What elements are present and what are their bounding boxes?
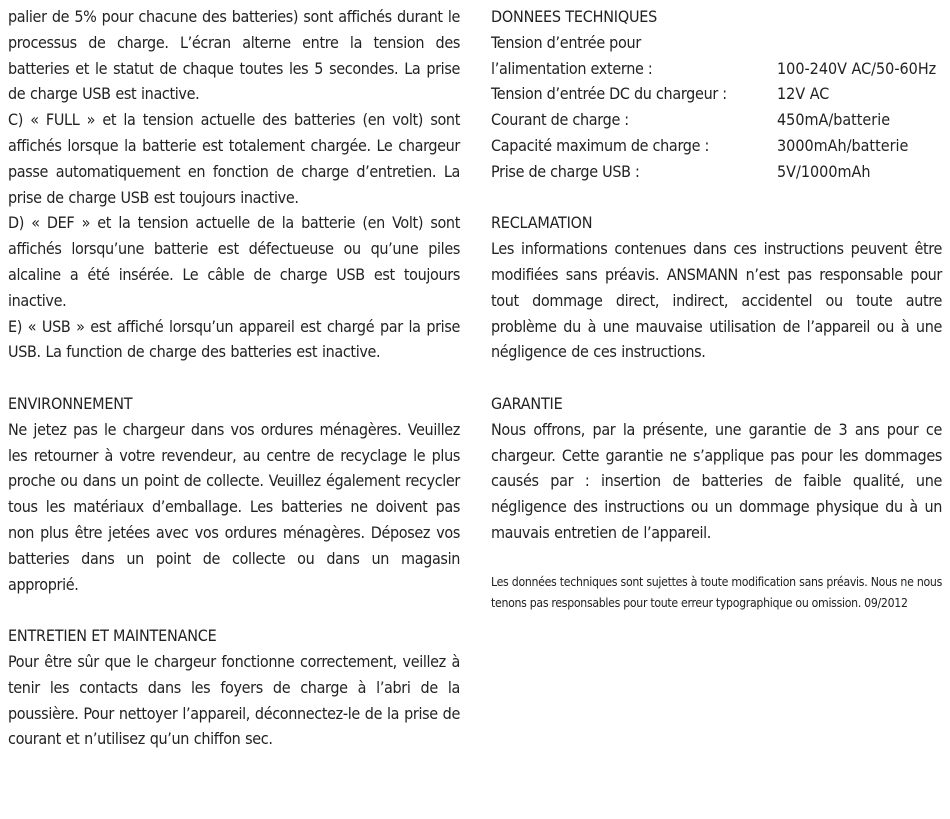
maintenance-text: Pour être sûr que le chargeur fonctionne correctement, veillez à tenir les contacts dans les foyers de charge à l’abri de la poussière. Pour nettoyer l’appareil, déconnectez-le de la prise de courant et n’utilisez qu’un chiffon sec. (8, 651, 460, 749)
spec-row-charge-current (491, 107, 942, 133)
spec-value: 5V/1000mAh (777, 161, 871, 181)
spec-label-line: l’alimentation externe : (491, 58, 653, 78)
spec-row-input-voltage (491, 30, 942, 82)
maintenance-heading: ENTRETIEN ET MAINTENANCE (8, 626, 217, 646)
usb-status-item: E) « USB » est affiché lorsqu’un appareil est chargé par la prise USB. La function de charge des batteries est inactive. (8, 316, 460, 362)
full-status-item: C) « FULL » et la tension actuelle des batteries (en volt) sont affichés lorsque la batterie est totalement chargée. Le chargeur passe automatiquement en fonction de charge d’entretien. La prise de charge USB est toujours inactive. (8, 110, 460, 207)
section-spacer (491, 546, 942, 572)
technical-specs-table (491, 30, 942, 185)
defect-status-item: D) « DEF » et la tension actuelle de la batterie (en Volt) sont affichés lorsqu’une batterie est défectueuse ou qu’une piles alcaline a été insérée. Le câble de charge USB est toujours inactive. (8, 213, 460, 310)
spec-value: 3000mAh/batterie (777, 135, 909, 155)
spec-row-dc-input (491, 81, 942, 107)
spec-value: 100-240V AC/50-60Hz (777, 58, 937, 78)
spec-label: Courant de charge : (491, 110, 629, 130)
charging-status-text: palier de 5% pour chacune des batteries) sont affichés durant le processus de charge. L’écran alterne entre la tension des batteries et le statut de chaque toutes les 5 secondes. La prise de charge USB est inactive. (8, 7, 460, 104)
environment-heading: ENVIRONNEMENT (8, 393, 133, 413)
complaint-text: Les informations contenues dans ces instructions peuvent être modifiées sans préavis. ANSMANN n’est pas responsable pour tout dommage direct, indirect, accidentel ou toute autre problème du à une mauvaise utilisation de l’appareil ou à une négligence de ces instructions. (491, 239, 942, 362)
spec-label: Capacité maximum de charge : (491, 135, 710, 155)
technical-data-heading: DONNEES TECHNIQUES (491, 7, 658, 26)
spec-row-max-capacity (491, 133, 942, 159)
disclaimer-footnote: Les données techniques sont sujettes à toute modification sans préavis. Nous ne nous tenons pas responsables pour toute erreur typographique ou omission. 09/2012 (491, 574, 942, 611)
spec-label (491, 30, 777, 82)
spec-value: 450mA/batterie (777, 110, 891, 130)
environment-text: Ne jetez pas le chargeur dans vos ordures ménagères. Veuillez les retourner à votre revendeur, au centre de recyclage le plus proche ou dans un point de collecte. Veuillez également recycler tous les matériaux d’emballage. Les batteries ne doivent pas non plus être jetées avec vos ordures ménagères. Déposez vos batteries dans un point de collecte ou dans un magasin approprié. (8, 419, 460, 594)
spec-value: 12V AC (777, 84, 830, 104)
spec-row-usb-port (491, 159, 942, 185)
left-column (8, 4, 460, 752)
complaint-heading: RECLAMATION (491, 213, 593, 233)
section-spacer (8, 365, 460, 391)
warranty-heading: GARANTIE (491, 393, 563, 413)
right-column (491, 4, 942, 615)
spec-label: Tension d’entrée DC du chargeur : (491, 84, 727, 104)
section-spacer (491, 185, 942, 211)
section-spacer (491, 365, 942, 391)
section-spacer (8, 597, 460, 623)
spec-label-line: Tension d’entrée pour (491, 32, 641, 52)
spec-label: Prise de charge USB : (491, 161, 640, 181)
warranty-text: Nous offrons, par la présente, une garantie de 3 ans pour ce chargeur. Cette garantie ne s’applique pas pour les dommages causés par : insertion de batteries de faible qualité, une négligence des instructions ou un dommage physique du à un mauvais entretien de l’appareil. (491, 419, 942, 542)
